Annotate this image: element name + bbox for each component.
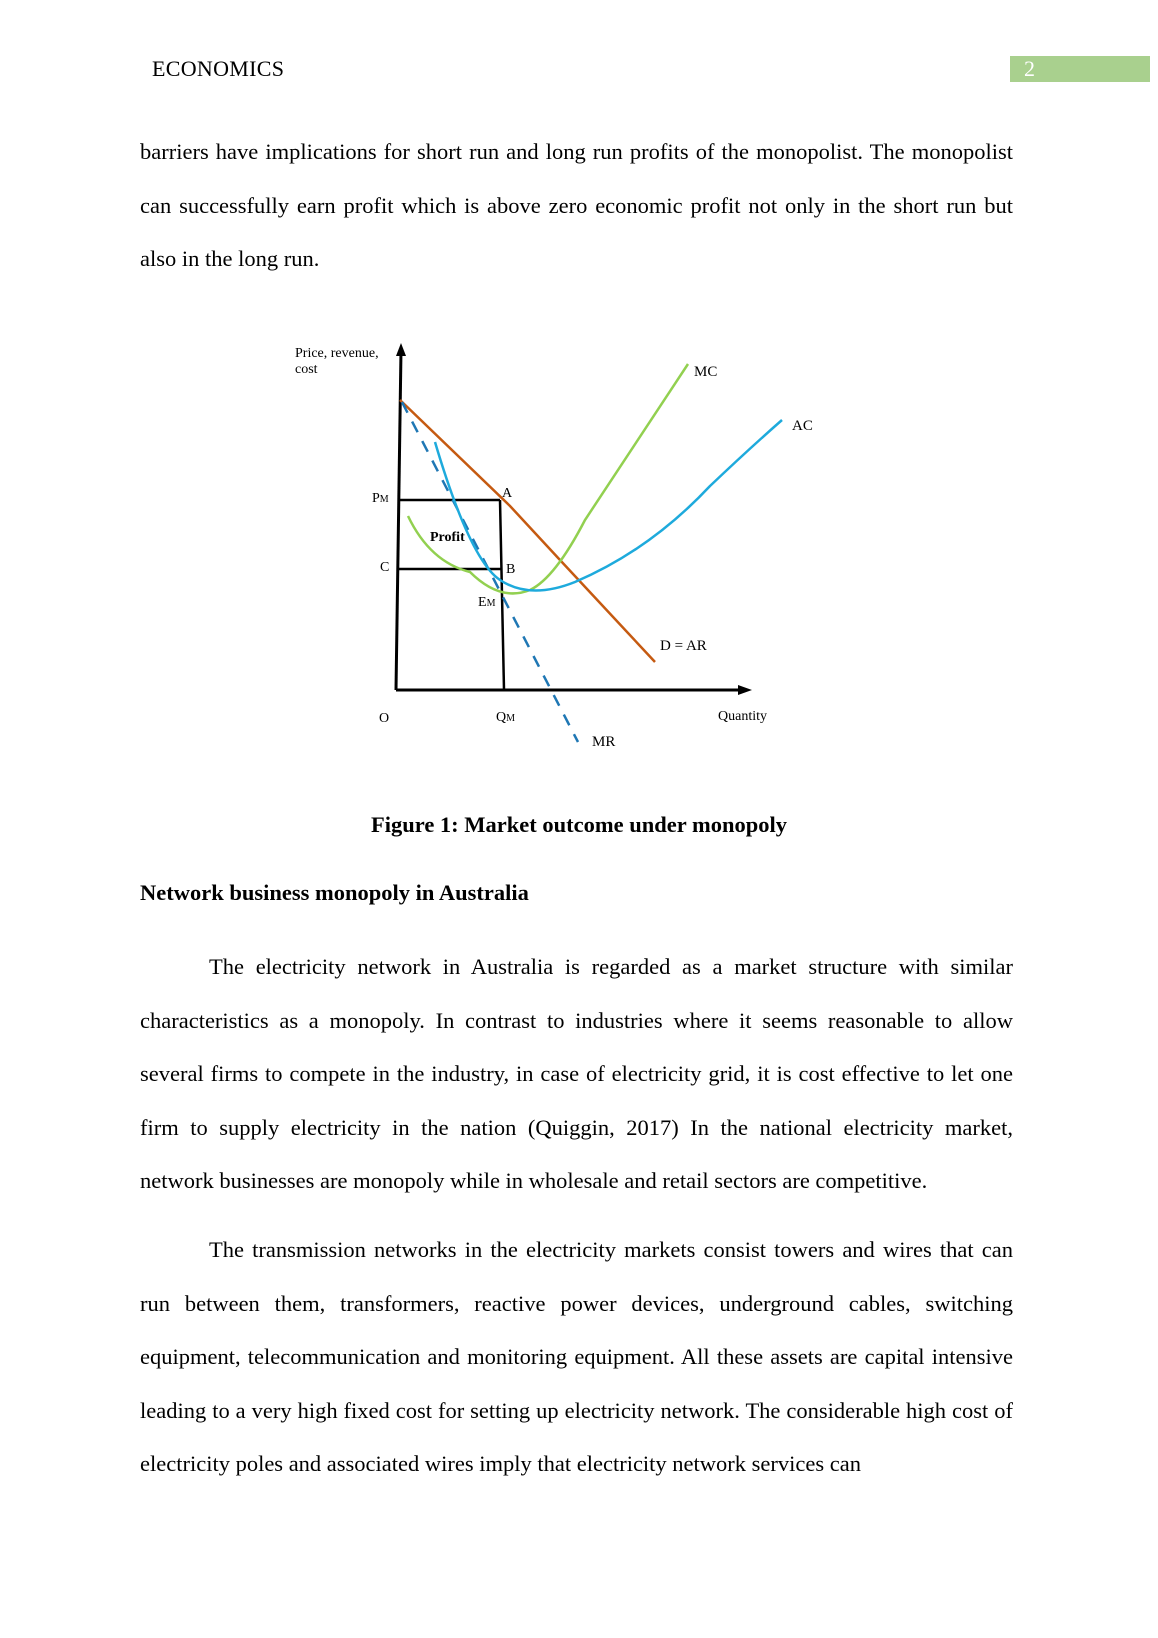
point-b-label: B <box>506 562 516 577</box>
demand-label: D = AR <box>660 638 707 654</box>
point-a-label: A <box>502 486 513 501</box>
ac-label: AC <box>792 418 813 434</box>
qm-label: QM <box>496 710 516 725</box>
paragraph-barriers: barriers have implications for short run and long run profits of the monopolist. The monopolist can successfully earn profit which is above zero economic profit not only in the short run but also in the long run. <box>140 139 1013 272</box>
monopoly-diagram <box>0 0 1158 780</box>
profit-label: Profit <box>430 530 465 545</box>
section-heading: Network business monopoly in Australia <box>140 880 529 905</box>
page-number: 2 <box>1010 56 1150 82</box>
em-label: EM <box>478 595 496 610</box>
mc-label: MC <box>694 364 718 380</box>
x-axis-arrow <box>738 685 752 695</box>
header-title: ECONOMICS <box>152 56 285 81</box>
y-axis-arrow <box>396 343 406 356</box>
paragraph-transmission-networks: The transmission networks in the electricity markets consist towers and wires that can run between them, transformers, reactive power devices, underground cables, switching equipment, telecommunication and monitoring equipment. All these assets are capital intensive leading to a very high fixed cost for setting up electricity network. The considerable high cost of electricity poles and associated wires imply that electricity network services can <box>140 1237 1013 1477</box>
mc-curve <box>408 364 688 593</box>
y-axis-label-line2: cost <box>295 362 318 377</box>
c-label: C <box>380 560 390 575</box>
origin-label: O <box>379 711 390 726</box>
qm-quantity-line <box>500 500 504 690</box>
mr-label: MR <box>592 734 616 750</box>
y-axis-label-line1: Price, revenue, <box>295 346 379 361</box>
pm-label: PM <box>372 491 389 506</box>
paragraph-electricity-network: The electricity network in Australia is regarded as a market structure with similar characteristics as a monopoly. In contrast to industries where it seems reasonable to allow several firms to compete in the industry, in case of electricity grid, it is cost effective to let one firm to supply electricity in the nation (Quiggin, 2017) In the national electricity market, network businesses are monopoly while in wholesale and retail sectors are competitive. <box>140 954 1013 1194</box>
x-axis-label: Quantity <box>718 709 767 724</box>
figure-caption: Figure 1: Market outcome under monopoly <box>370 812 787 837</box>
